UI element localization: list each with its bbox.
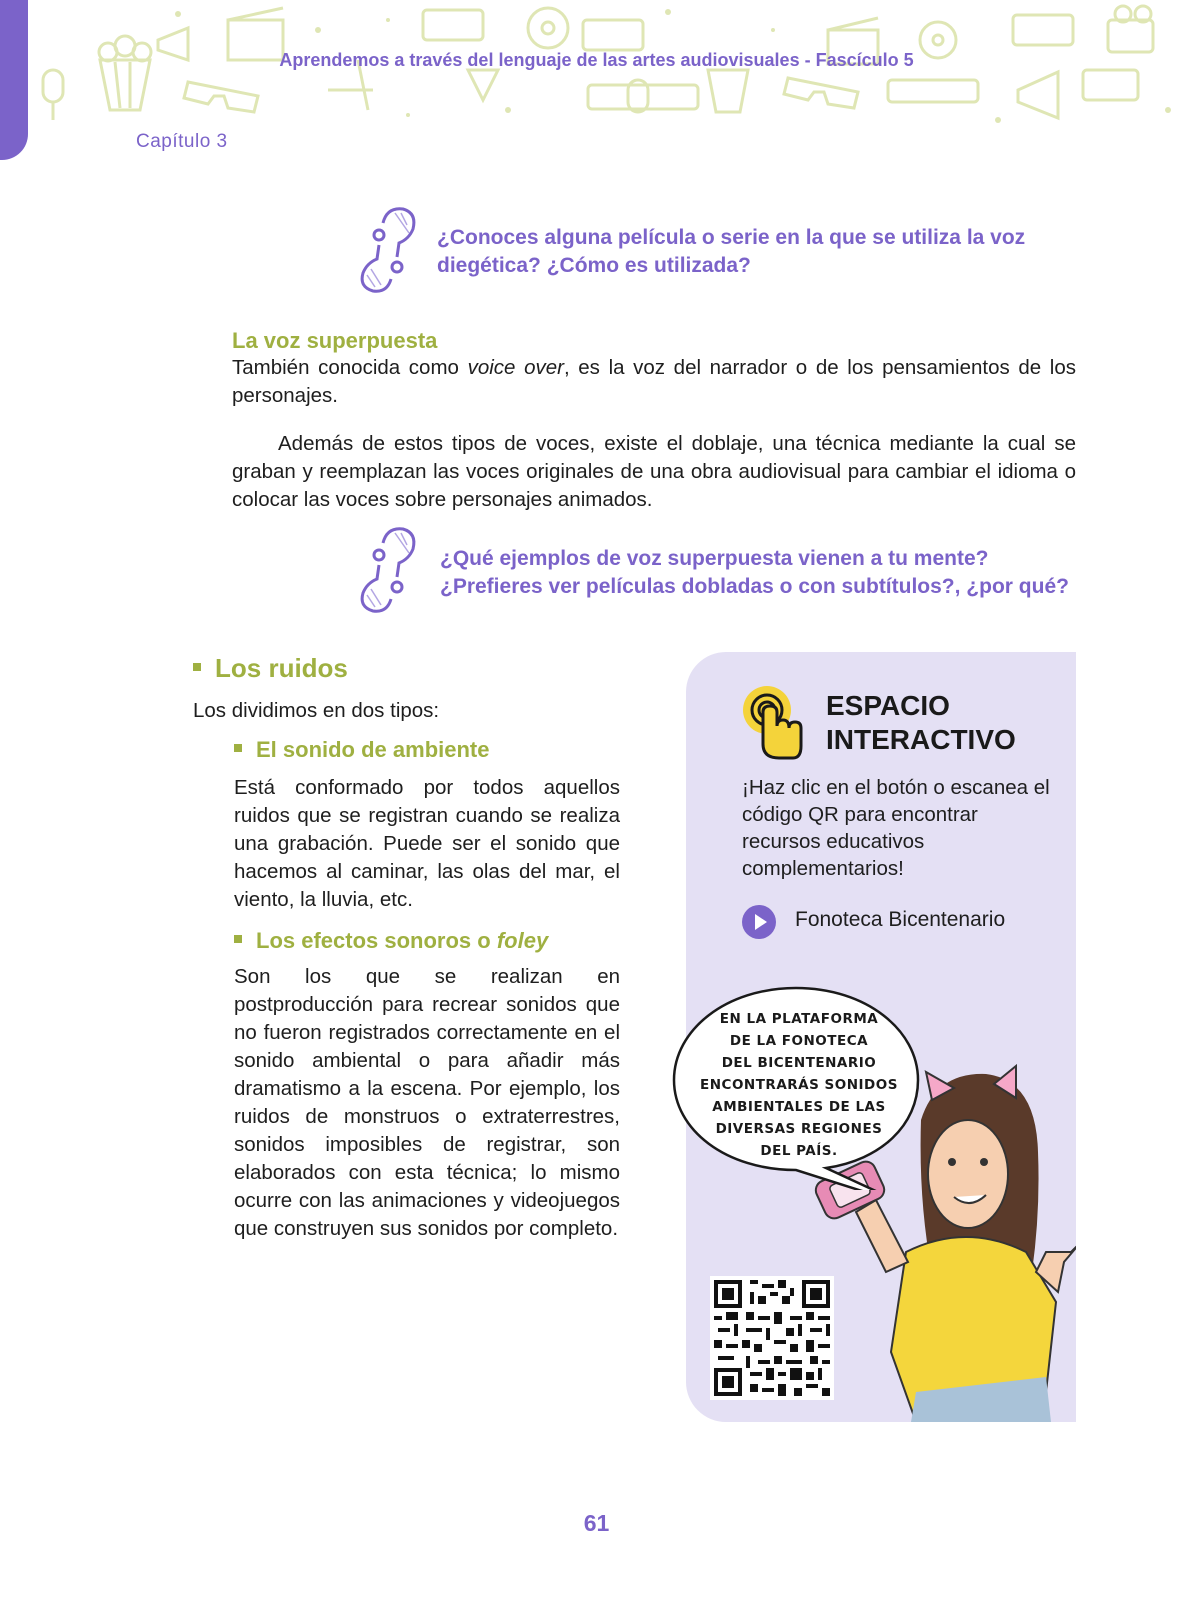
- page-number: 61: [583, 1510, 610, 1536]
- bubble-line: EN LA PLATAFORMA: [719, 1011, 879, 1027]
- reflection-question-2: [440, 545, 1069, 601]
- item-1-heading-text: El sonido de ambiente: [256, 737, 490, 762]
- bubble-line: DEL BICENTENARIO: [721, 1055, 877, 1071]
- text-fragment-italic: voice over: [467, 356, 564, 379]
- bubble-line: DIVERSAS REGIONES: [715, 1121, 883, 1137]
- ruidos-heading-text: Los ruidos: [215, 653, 348, 683]
- paragraph-efectos-sonoros: Son los que se realizan en postproducción para recrear sonidos que no fueron registrados correctamente en el sonido ambiental o para añadir más dramatismo a la escena. Por ejemplo, los ruidos de monstruos o extraterrestres, sonidos imposibles de registrar, son elaborados con esta técnica; lo mismo ocurre con las animaciones y videojuegos que construyen sus sonidos por completo.: [234, 965, 620, 1240]
- question-2-line-1: ¿Qué ejemplos de voz superpuesta vienen a tu mente?: [440, 547, 989, 570]
- paragraph-sonido-ambiente: Está conformado por todos aquellos ruidos que se registran cuando se realiza una grabación. Puede ser el sonido que hacemos al caminar, las olas del mar, el viento, la lluvia, etc.: [234, 776, 620, 911]
- chapter-label: Capítulo 3: [136, 131, 228, 152]
- question-marks-icon: [357, 205, 421, 295]
- paragraph-voice-over: [232, 354, 1076, 410]
- speech-bubble-text: [684, 1008, 914, 1162]
- item-2-heading-italic: foley: [496, 928, 549, 953]
- ruidos-intro: Los dividimos en dos tipos:: [193, 699, 440, 722]
- chapter-tab: [0, 0, 28, 160]
- subheading-efectos-sonoros: [234, 928, 548, 954]
- interactive-title-line-1: ESPACIO: [826, 690, 950, 721]
- question-2-line-2: ¿Prefieres ver películas dobladas o con subtítulos?, ¿por qué?: [440, 575, 1069, 598]
- paragraph-doblaje: Además de estos tipos de voces, existe el doblaje, una técnica mediante la cual se graban y reemplazan las voces originales de una obra audiovisual para cambiar el idioma o colocar las voces sobre personajes animados.: [232, 432, 1076, 511]
- text-fragment: , es la voz del narrador o de los pensamientos de los personajes.: [232, 356, 1077, 407]
- section-heading-voz-superpuesta: La voz superpuesta: [232, 328, 438, 353]
- bullet-square-icon: [234, 744, 242, 752]
- reflection-question-1: [437, 224, 1025, 280]
- fonoteca-link[interactable]: Fonoteca Bicentenario: [795, 908, 1006, 931]
- subheading-sonido-ambiente: [234, 737, 489, 763]
- question-1-line-1: ¿Conoces alguna película o serie en la que se utiliza la voz: [437, 226, 1026, 249]
- section-heading-ruidos: [193, 653, 348, 684]
- document-title: Aprendemos a través del lenguaje de las artes audiovisuales - Fascículo 5: [279, 50, 914, 70]
- interactive-title: [826, 689, 1016, 757]
- interactive-instructions: ¡Haz clic en el botón o escanea el código QR para encontrar recursos educativos complementarios!: [742, 776, 1050, 880]
- item-2-heading-text: Los efectos sonoros o: [256, 928, 497, 953]
- bullet-square-icon: [193, 663, 201, 671]
- bubble-line: DE LA FONOTECA: [729, 1033, 869, 1049]
- question-marks-icon: [357, 525, 421, 615]
- bullet-square-icon: [234, 935, 242, 943]
- interactive-title-line-2: INTERACTIVO: [826, 724, 1016, 755]
- qr-code[interactable]: [710, 1276, 834, 1400]
- hand-tap-icon: [741, 684, 803, 762]
- bubble-line: DEL PAÍS.: [760, 1143, 838, 1159]
- question-1-line-2: diegética? ¿Cómo es utilizada?: [437, 254, 751, 277]
- bubble-line: AMBIENTALES DE LAS: [712, 1099, 886, 1115]
- play-button[interactable]: [742, 905, 776, 939]
- text-fragment: También conocida como: [232, 356, 468, 379]
- bubble-line: ENCONTRARÁS SONIDOS: [700, 1077, 898, 1093]
